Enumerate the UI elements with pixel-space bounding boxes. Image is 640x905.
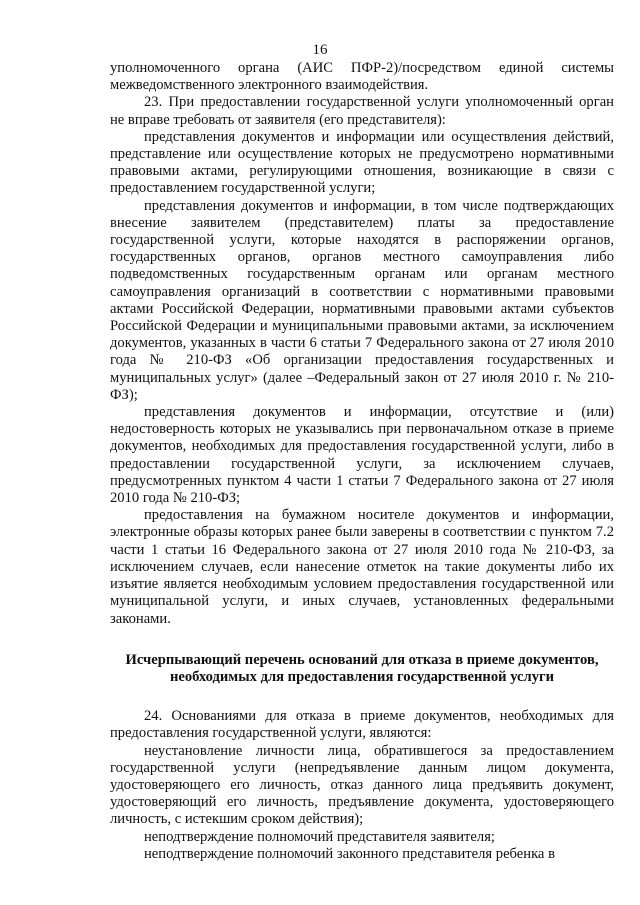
- page-number: 16: [312, 42, 328, 58]
- paragraph-continuation: уполномоченного органа (АИС ПФР-2)/посредством единой системы межведомственного электронного взаимодействия.: [110, 60, 614, 94]
- paragraph-prohibition-3: представления документов и информации, отсутствие и (или) недостоверность которых не указывались при первоначальном отказе в приеме документов, необходимых для предоставления государственной услуги, либо в предоставлении государственной услуги, за исключением случаев, предусмотренных пунктом 4 части 1 статьи 7 Федерального закона от 27 июля 2010 года № 210-ФЗ;: [110, 404, 614, 507]
- paragraph-ground-2: неподтверждение полномочий представителя заявителя;: [144, 828, 495, 845]
- paragraph-prohibition-4: предоставления на бумажном носителе документов и информации, электронные образы которых ранее были заверены в соответствии с пунктом 7.2 части 1 статьи 16 Федерального закона от 27 июля 2010 года № 210-ФЗ, за исключением случаев, если нанесение отметок на такие документы либо их изъятие является необходимым условием предоставления государственной или муниципальной услуги, и иных случаев, установленных федеральными законами.: [110, 507, 614, 627]
- paragraph-prohibition-1: представления документов и информации или осуществления действий, представление или осуществление которых не предусмотрено нормативными правовыми актами, регулирующими отношения, возникающие в связи с предоставлением государственной услуги;: [110, 128, 614, 197]
- paragraph-prohibition-2: представления документов и информации, в том числе подтверждающих внесение заявителем (представителем) платы за предоставление государственной услуги, которые находятся в распоряжении органов, государственных органов, органов местного самоуправления либо подведомственных государственным органам или органам местного самоуправления организаций в соответствии с нормативными правовыми актами Российской Федерации, нормативными правовыми актами субъектов Российской Федерации и муниципальными правовыми актами, за исключением документов, указанных в части 6 статьи 7 Федерального закона от 27 июля 2010 года № 210-ФЗ «Об организации предоставления государственных и муниципальных услуг» (далее –Федеральный закон от 27 июля 2010 г. № 210-ФЗ);: [110, 197, 614, 403]
- paragraph-item-24: 24. Основаниями для отказа в приеме документов, необходимых для предоставления государственной услуги, являются:: [110, 708, 614, 742]
- document-body: [110, 60, 614, 863]
- paragraph-ground-1: неустановление личности лица, обратившегося за предоставлением государственной услуги (непредъявление данным лицом документа, удостоверяющего его личность, отказ данного лица предъявить документ, удостоверяющий его личность, предъявление документа, удостоверяющего личность, с истекшим сроком действия);: [110, 742, 614, 828]
- spacer: [110, 628, 614, 652]
- paragraph-ground-3: неподтверждение полномочий законного представителя ребенка в: [144, 845, 555, 862]
- paragraph-item-23: 23. При предоставлении государственной услуги уполномоченный орган не вправе требовать от заявителя (его представителя):: [110, 94, 614, 128]
- section-heading: Исчерпывающий перечень оснований для отказа в приеме документов, необходимых для предоставления государственной услуги: [125, 651, 599, 685]
- spacer: [110, 686, 614, 708]
